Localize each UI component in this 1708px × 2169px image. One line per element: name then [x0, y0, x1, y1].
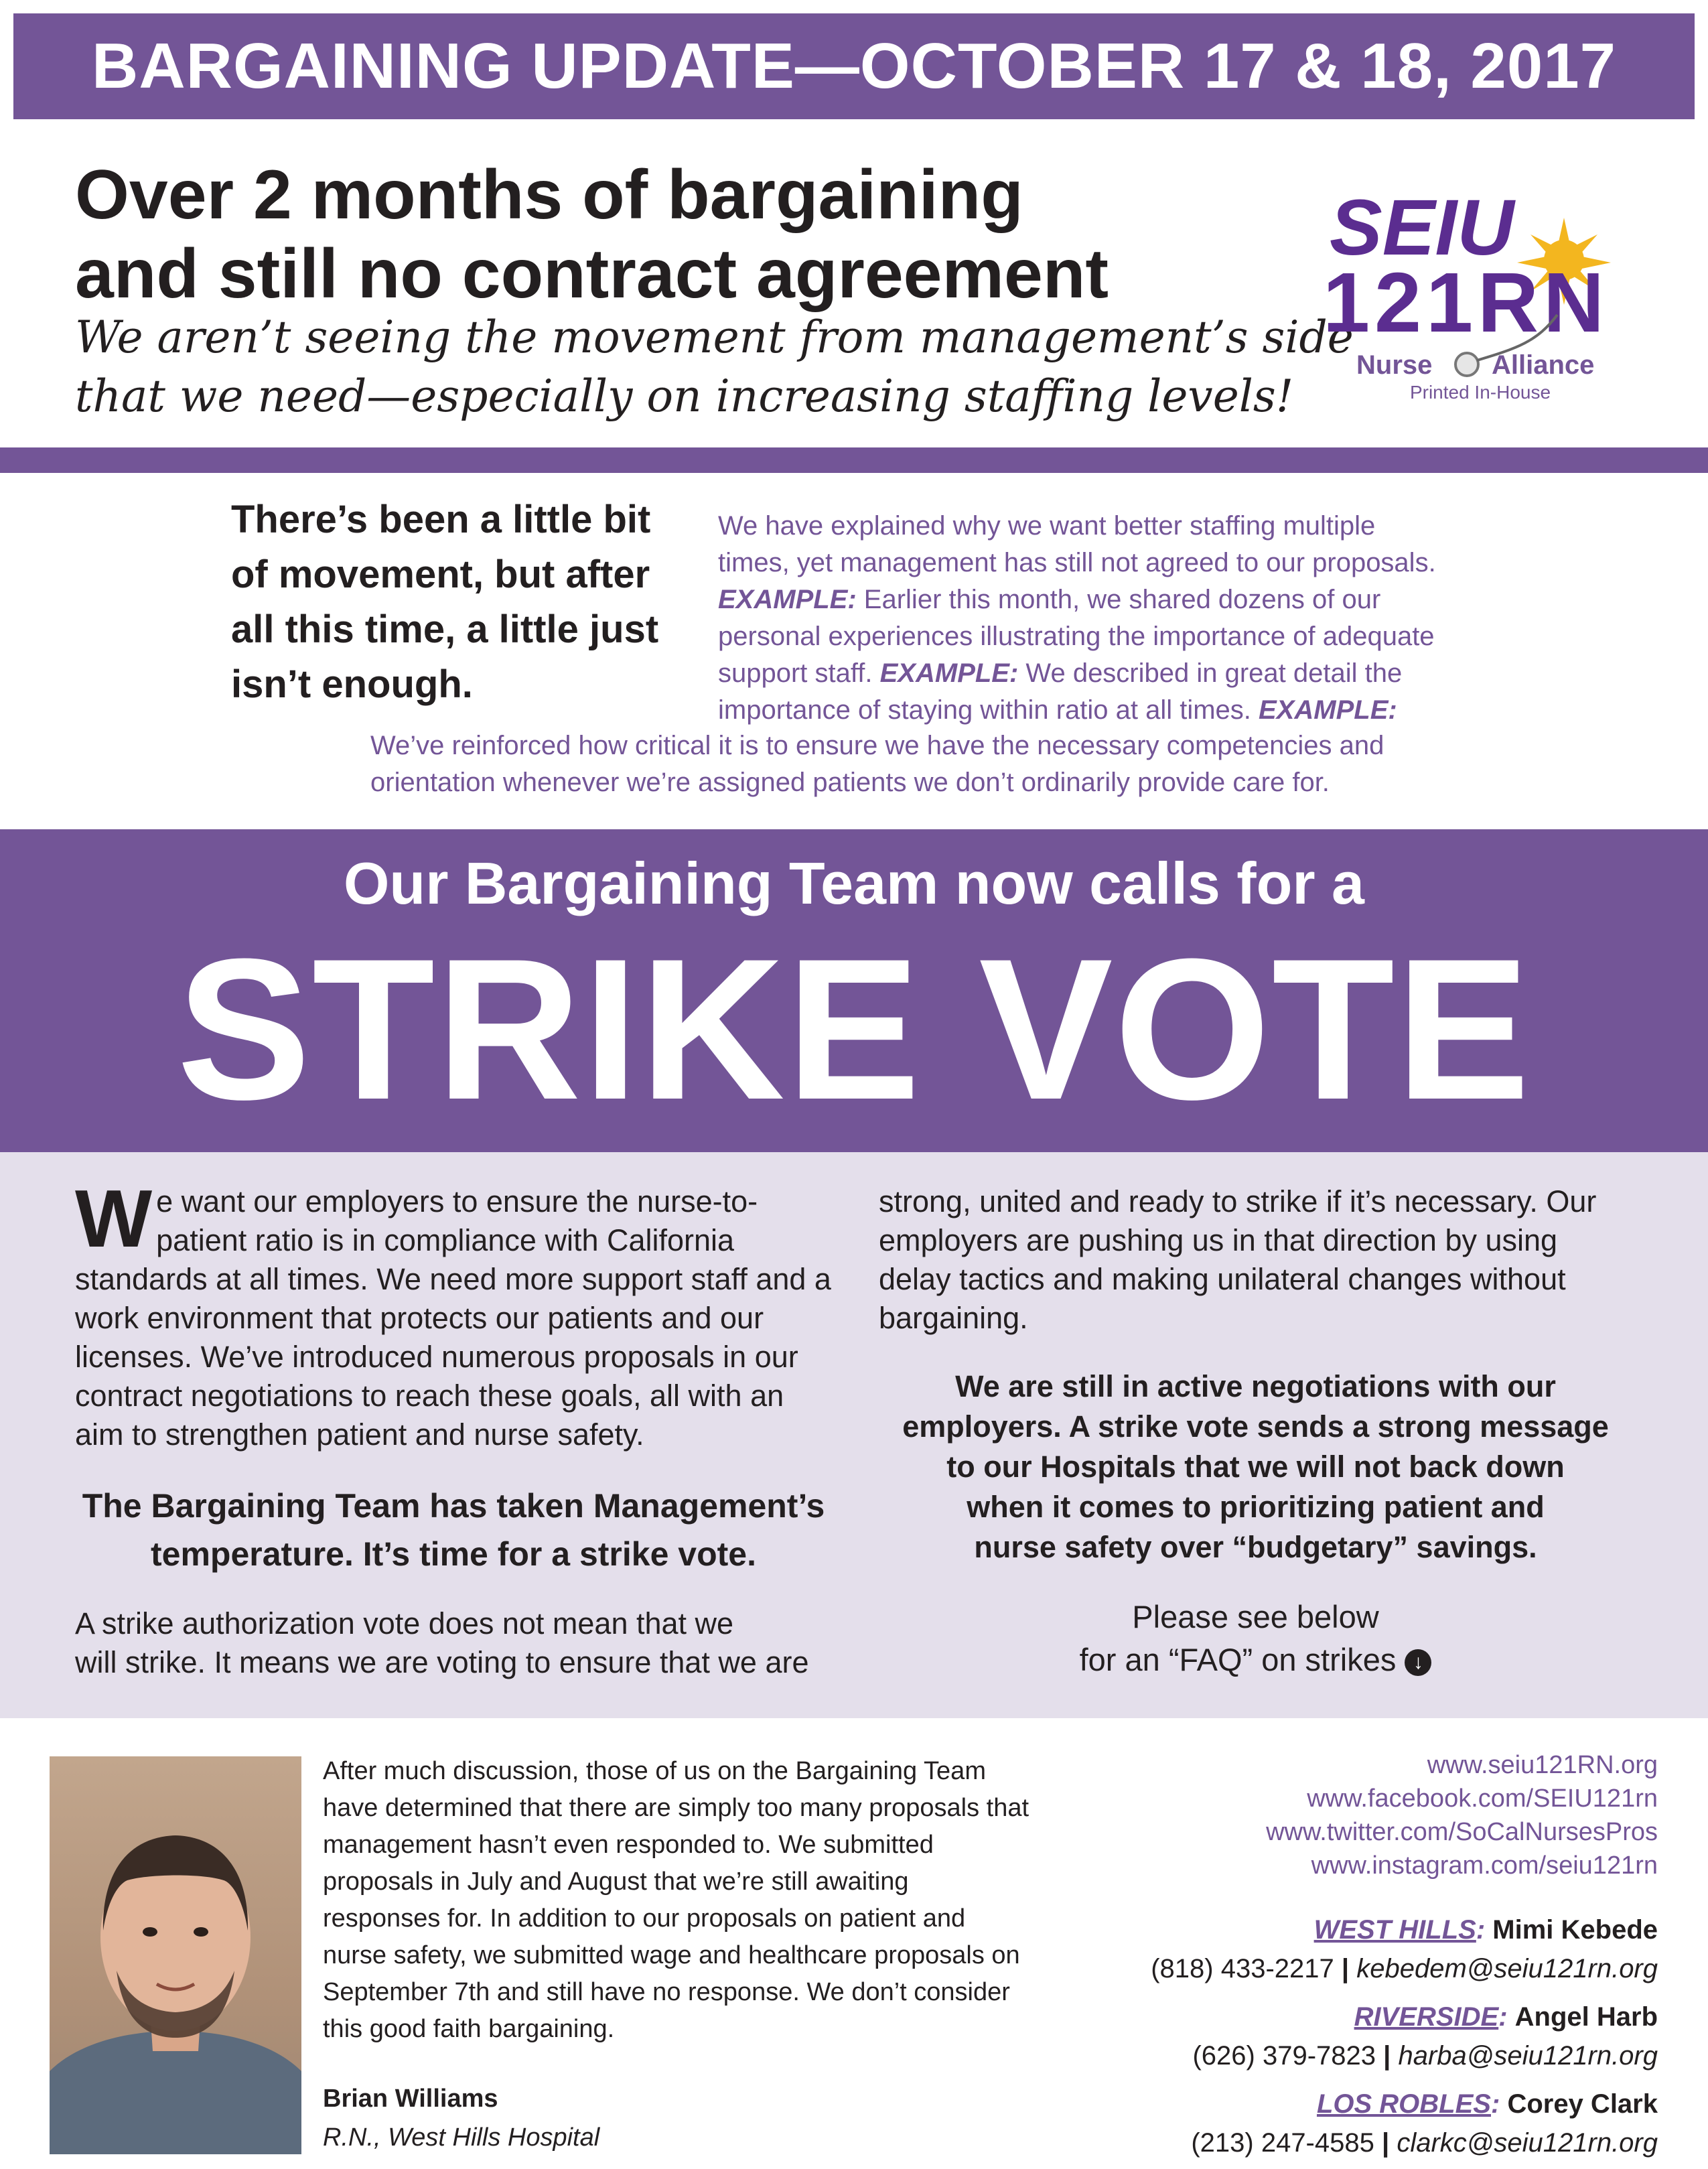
contact-details: (213) 247-4585 | clarkc@seiu121rn.org [1191, 2128, 1658, 2158]
colon: : [1476, 1915, 1486, 1945]
instagram-link[interactable]: www.instagram.com/seiu121rn [1311, 1851, 1658, 1880]
faq-text: for an “FAQ” on strikes [1079, 1642, 1397, 1677]
portrait-photo [50, 1756, 301, 2154]
colon: : [1490, 2089, 1500, 2119]
contact-west-hills [1055, 1910, 1658, 1988]
logo-alliance: Alliance [1492, 350, 1595, 380]
right-bold-line: employers. A strike vote sends a strong message [902, 1409, 1609, 1444]
signer-name: Brian Williams [323, 2085, 498, 2113]
right-bold-line: nurse safety over “budgetary” savings. [974, 1530, 1537, 1564]
headline-line: Over 2 months of bargaining [75, 156, 1023, 234]
quote-text: After much discussion, those of us on the Bargaining Team have determined that there are simply too many proposals that management hasn’t even responded to. We submitted proposals in July and August that we’re still awaiting responses for. In addition to our proposals on patient and nurse safety, we submitted wage and healthcare proposals on September 7th and still have no response. We don’t consider this good faith bargaining. [323, 1757, 1029, 2043]
intro-body-line: We have explained why we want better staffing multiple [718, 511, 1376, 541]
intro-text: We described in great detail the [1018, 658, 1403, 688]
subhead-line: We aren’t seeing the movement from management’s side [75, 311, 1354, 363]
left-paragraph [75, 1173, 832, 1454]
printed-in-house-note: Printed In-House [1409, 382, 1551, 403]
intro-tail [370, 727, 1509, 801]
contact-location: RIVERSIDE [1354, 2002, 1499, 2032]
contact-header [1055, 1998, 1658, 2036]
faq-line: Please see below [1132, 1599, 1379, 1634]
contact-location: WEST HILLS [1313, 1915, 1476, 1945]
seiu-121rn-logo [1316, 181, 1631, 382]
headline-line: and still no contract agreement [75, 235, 1109, 313]
subhead-line: that we need—especially on increasing staffing levels! [75, 370, 1294, 422]
contact-name: Corey Clark [1507, 2089, 1658, 2119]
intro-lead-line: of movement, but after [231, 553, 650, 596]
left-tail [75, 1604, 832, 1682]
example-label: EXAMPLE: [718, 585, 857, 614]
contact-name: Angel Harb [1514, 2002, 1658, 2032]
intro-lead-line: There’s been a little bit [231, 498, 651, 541]
intro-text: support staff. [718, 658, 880, 688]
contact-header [1055, 2085, 1658, 2123]
intro-text: Earlier this month, we shared dozens of our [856, 585, 1381, 614]
contact-email[interactable]: harba@seiu121rn.org [1398, 2041, 1658, 2071]
right-bold-line: We are still in active negotiations with our [955, 1369, 1556, 1403]
contact-header [1055, 1910, 1658, 1949]
right-bold-line: to our Hospitals that we will not back down [946, 1450, 1565, 1484]
faq-pointer [879, 1596, 1632, 1681]
right-bold-statement [879, 1367, 1632, 1567]
intro-body [718, 508, 1508, 729]
intro-lead-line: isn’t enough. [231, 662, 473, 706]
facebook-link[interactable]: www.facebook.com/SEIU121rn [1307, 1785, 1658, 1813]
right-bold-line: when it comes to prioritizing patient and [967, 1490, 1545, 1524]
contact-phone: (213) 247-4585 [1191, 2128, 1374, 2158]
banner-title: BARGAINING UPDATE—OCTOBER 17 & 18, 2017 [92, 30, 1616, 102]
intro-body-line: personal experiences illustrating the importance of adequate [718, 622, 1435, 651]
contact-phone: (626) 379-7823 [1192, 2041, 1376, 2071]
twitter-link[interactable]: www.twitter.com/SoCalNursesPros [1266, 1818, 1658, 1846]
contact-name: Mimi Kebede [1492, 1915, 1658, 1945]
intro-lead [231, 492, 687, 712]
social-links [1139, 1748, 1658, 1882]
intro-tail-line: orientation whenever we’re assigned patients we don’t ordinarily provide care for. [370, 768, 1330, 797]
drop-cap: W [75, 1173, 153, 1264]
left-tail-line: A strike authorization vote does not mean that we [75, 1606, 734, 1640]
website-link[interactable]: www.seiu121RN.org [1427, 1751, 1658, 1779]
left-tail-line: will strike. It means we are voting to ensure that we are [75, 1645, 809, 1679]
colon: : [1498, 2002, 1508, 2032]
top-banner [13, 13, 1695, 119]
intro-body-line [718, 655, 1508, 692]
logo-nurse: Nurse [1356, 350, 1433, 380]
example-label: EXAMPLE: [879, 658, 1019, 688]
logo-121rn: 121RN [1323, 255, 1604, 350]
left-paragraph-text: e want our employers to ensure the nurse-to-patient ratio is in compliance with California standards at all times. We need more support staff and a work environment that protects our patients and our licenses. We’ve introduced numerous proposals in our contract negotiations to reach these goals, all with an aim to strengthen patient and nurse safety. [75, 1184, 831, 1452]
left-bold-statement [75, 1482, 832, 1578]
strike-vote-title: STRIKE VOTE [176, 916, 1532, 1141]
strike-vote-banner [0, 829, 1708, 1152]
left-bold-line: temperature. It’s time for a strike vote. [150, 1535, 756, 1573]
example-label: EXAMPLE: [1259, 695, 1397, 725]
contact-details: (626) 379-7823 | harba@seiu121rn.org [1192, 2041, 1658, 2071]
intro-tail-line: We’ve reinforced how critical it is to ensure we have the necessary competencies and [370, 731, 1384, 760]
arrow-down-icon: ↓ [1405, 1649, 1431, 1676]
logo-seiu: SEIU [1330, 184, 1514, 272]
contact-email[interactable]: clarkc@seiu121rn.org [1397, 2128, 1658, 2158]
contact-details: (818) 433-2217 | kebedem@seiu121rn.org [1151, 1954, 1658, 1983]
signer-title: R.N., West Hills Hospital [323, 2123, 600, 2152]
contact-phone: (818) 433-2217 [1151, 1954, 1334, 1983]
contact-email[interactable]: kebedem@seiu121rn.org [1356, 1954, 1658, 1983]
headline [75, 155, 1109, 313]
contact-riverside [1055, 1998, 1658, 2075]
contact-los-robles [1055, 2085, 1658, 2162]
contact-location: LOS ROBLES [1316, 2089, 1491, 2119]
faq-line [879, 1638, 1632, 1681]
subhead [75, 308, 1354, 426]
intro-body-line [718, 692, 1508, 729]
strike-call-text: Our Bargaining Team now calls for a [343, 850, 1364, 916]
left-bold-line: The Bargaining Team has taken Management’s [82, 1487, 825, 1525]
intro-body-line [718, 581, 1508, 618]
divider-bar [0, 447, 1708, 473]
intro-body-line: times, yet management has still not agreed to our proposals. [718, 548, 1436, 577]
right-paragraph: strong, united and ready to strike if it’s necessary. Our employers are pushing us in that direction by using delay tactics and making unilateral changes without bargaining. [879, 1184, 1597, 1335]
person-icon [50, 1756, 301, 2154]
intro-text: importance of staying within ratio at all times. [718, 695, 1259, 725]
intro-lead-line: all this time, a little just [231, 608, 659, 651]
